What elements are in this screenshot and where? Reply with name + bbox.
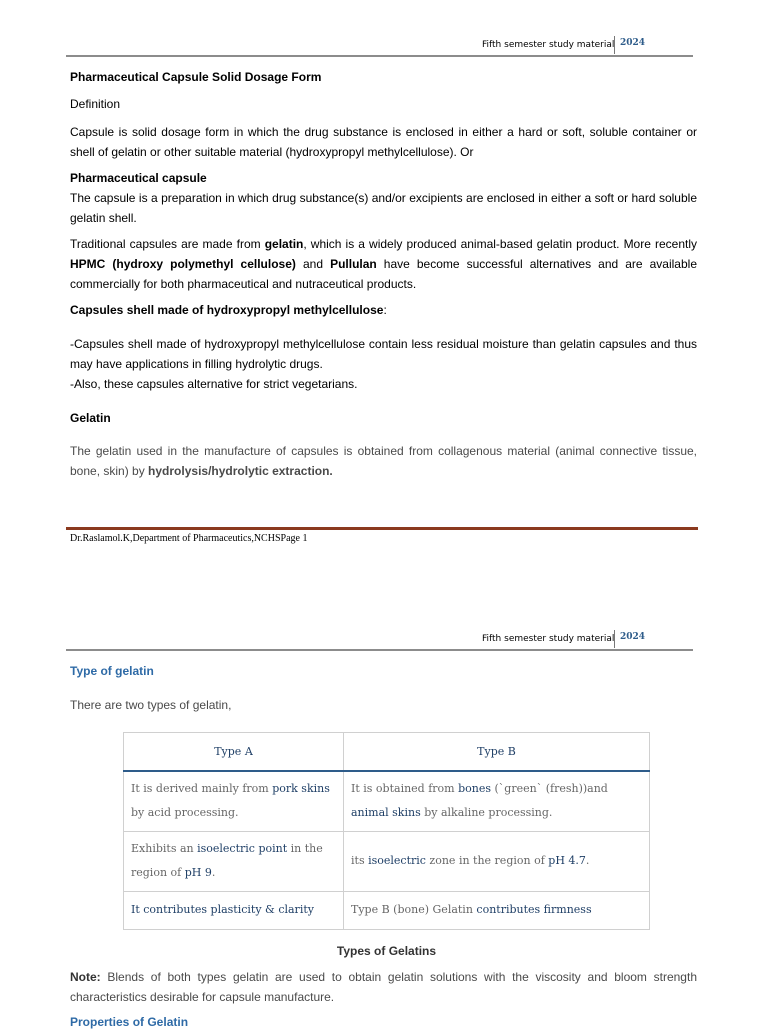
page1-footer-rule: [66, 527, 698, 530]
page2-header-label: Fifth semester study material: [482, 634, 615, 644]
table-row: [124, 891, 650, 929]
pullulan-term: Pullulan: [330, 257, 377, 271]
page1-footer: Dr.Raslamol.K,Department of Pharmaceutics,NCHSPage 1: [70, 533, 308, 544]
pharm-capsule-text: The capsule is a preparation in which drug substance(s) and/or excipients are enclosed in either a soft or hard soluble gelatin shell.: [70, 191, 697, 225]
page2-header-rule: [66, 649, 693, 651]
page1-header-label: Fifth semester study material: [482, 40, 615, 50]
table-row: [124, 771, 650, 831]
definition-label: Definition: [70, 97, 121, 111]
gelatin-types-table: [123, 732, 650, 930]
traditional-capsules-paragraph: Traditional capsules are made from gelatin, which is a widely produced animal-based gelatin product. More recently HPMC (hydroxy polymethyl cellulose) and Pullulan have become successful alternatives and are available commercially for both pharmaceutical and nutraceutical products.: [70, 237, 697, 291]
gelatin-text: The gelatin used in the manufacture of capsules is obtained from collagenous material (animal connective tissue, bone, skin) by hydrolysis/hydrolytic extraction.: [70, 444, 697, 478]
page1-title: Pharmaceutical Capsule Solid Dosage Form: [70, 70, 322, 84]
table-header-row: [124, 733, 650, 772]
pharm-capsule-heading: Pharmaceutical capsule: [70, 171, 207, 185]
column-header-type-b: Type B: [344, 733, 650, 772]
hpmc-heading: Capsules shell made of hydroxypropyl methylcellulose:: [70, 303, 387, 317]
note-paragraph: Note: Blends of both types gelatin are used to obtain gelatin solutions with the viscosity and bloom strength characteristics desirable for capsule manufacture.: [70, 970, 697, 1004]
gelatin-heading: Gelatin: [70, 411, 111, 425]
table-cell: It contributes plasticity & clarity: [124, 891, 344, 929]
table-row: [124, 831, 650, 891]
page1-header-year: 2024: [620, 38, 646, 48]
page2-header-separator: [614, 630, 615, 648]
definition-text: Capsule is solid dosage form in which the drug substance is enclosed in either a hard or soft, soluble container or shell of gelatin or other suitable material (hydroxypropyl methylcellulose). Or: [70, 125, 697, 159]
table-cell: Exhibits an isoelectric point in the region of pH 9.: [124, 831, 344, 891]
page1-header-rule: [66, 55, 693, 57]
hpmc-term: HPMC (hydroxy polymethyl cellulose): [70, 257, 296, 271]
gelatin-types-intro: There are two types of gelatin,: [70, 698, 232, 712]
type-of-gelatin-heading: Type of gelatin: [70, 664, 154, 678]
hpmc-point-2: -Also, these capsules alternative for strict vegetarians.: [70, 377, 358, 391]
table-caption: Types of Gelatins: [336, 944, 437, 958]
page2-header-year: 2024: [620, 632, 646, 642]
column-header-type-a: Type A: [124, 733, 344, 772]
table-cell: Type B (bone) Gelatin contributes firmness: [344, 891, 650, 929]
hpmc-point-1: -Capsules shell made of hydroxypropyl methylcellulose contain less residual moisture than gelatin capsules and thus may have applications in filling hydrolytic drugs.: [70, 337, 697, 371]
table-cell: its isoelectric zone in the region of pH 4.7.: [344, 831, 650, 891]
page1-header-separator: [614, 36, 615, 54]
properties-of-gelatin-heading: Properties of Gelatin: [70, 1015, 189, 1029]
gelatin-term: gelatin: [264, 237, 304, 251]
table-cell: It is obtained from bones (`green` (fresh))and animal skins by alkaline processing.: [344, 771, 650, 831]
table-cell: It is derived mainly from pork skins by acid processing.: [124, 771, 344, 831]
